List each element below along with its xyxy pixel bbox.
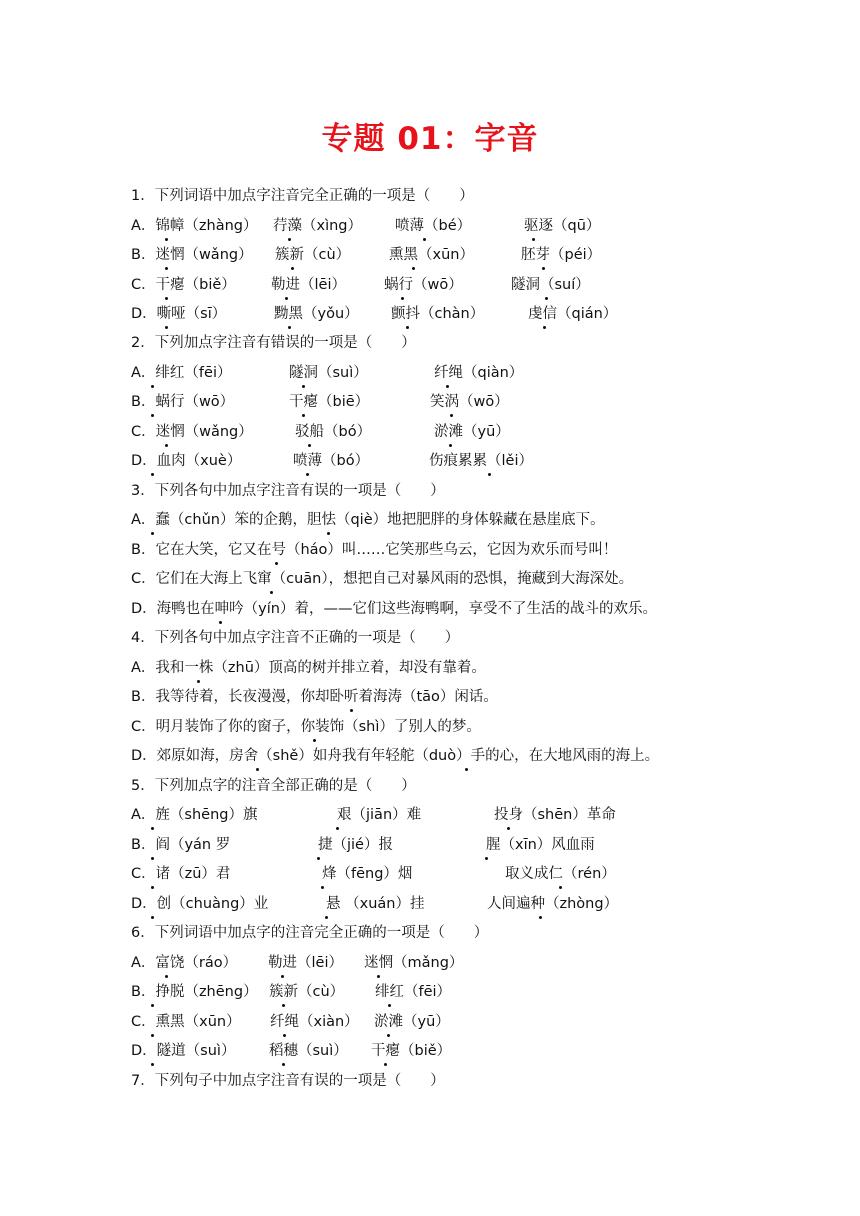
emphasis-dot — [165, 975, 168, 978]
option-item: A．绯红（fēi） — [131, 365, 232, 381]
option-item: 干瘪（biē） — [289, 394, 370, 410]
emphasis-dot — [151, 1034, 154, 1037]
emphasis-dot — [401, 297, 404, 300]
emphasis-dot — [449, 444, 452, 447]
emphasis-dot — [532, 238, 535, 241]
emphasis-dot — [306, 473, 309, 476]
option-item: B．阎（yán 罗 — [131, 837, 231, 853]
emphasis-dot — [291, 267, 294, 270]
option-item: 笑涡（wō） — [430, 394, 509, 410]
text-line: D．海鸭也在呻吟（yín）着，——它们这些海鸭啊，享受不了生活的战斗的欢乐。 — [131, 601, 657, 617]
option-item: 勒进（lēi） — [271, 277, 346, 293]
emphasis-dot — [165, 444, 168, 447]
emphasis-dot — [423, 238, 426, 241]
emphasis-dot — [313, 739, 316, 742]
text-line: B．它在大笑，它又在号（háo）叫……它笑那些乌云，它因为欢乐而号叫！ — [131, 542, 618, 558]
emphasis-dot — [412, 267, 415, 270]
text-line: 3．下列各句中加点字注音有误的一项是（ ） — [131, 483, 445, 499]
emphasis-dot — [387, 1034, 390, 1037]
option-item: 烽（fēng）烟 — [322, 866, 413, 882]
emphasis-dot — [465, 768, 468, 771]
emphasis-dot — [151, 916, 154, 919]
option-item: D．血肉（xuè） — [131, 453, 242, 469]
text-line: C．明月装饰了你的窗子，你装饰（shì）了别人的梦。 — [131, 719, 481, 735]
option-item: B．迷惘（wǎng） — [131, 247, 253, 263]
emphasis-dot — [151, 473, 154, 476]
option-item: 纤绳（xiàn） — [270, 1014, 359, 1030]
emphasis-dot — [281, 975, 284, 978]
emphasis-dot — [450, 414, 453, 417]
text-line: 6．下列词语中加点字的注音完全正确的一项是（ ） — [131, 925, 489, 941]
text-line: B．我等待着，长夜漫漫，你却卧听着海涛（tāo）闲话。 — [131, 689, 498, 705]
option-item: A．锦幛（zhàng） — [131, 218, 258, 234]
emphasis-dot — [327, 532, 330, 535]
option-item: 干瘪（biě） — [371, 1043, 452, 1059]
option-item: 淤滩（yū） — [434, 424, 510, 440]
emphasis-dot — [288, 238, 291, 241]
option-item: D．嘶哑（sī） — [131, 306, 227, 322]
option-item: B．蜗行（wō） — [131, 394, 235, 410]
emphasis-dot — [282, 1004, 285, 1007]
option-item: 腥（xīn）风血雨 — [486, 837, 595, 853]
text-line: D．郊原如海，房舍（shě）如舟我有年轻舵（duò）手的心，在大地风雨的海上。 — [131, 748, 660, 764]
option-item: D．隧道（suì） — [131, 1043, 236, 1059]
option-item: C．干瘪（biě） — [131, 277, 236, 293]
option-item: 稻穗（suì） — [269, 1043, 348, 1059]
option-item: 淤滩（yū） — [374, 1014, 450, 1030]
option-item: 蜗行（wō） — [384, 277, 463, 293]
emphasis-dot — [282, 1063, 285, 1066]
text-line: 5．下列加点字的注音全部正确的是（ ） — [131, 778, 416, 794]
option-item: 迷惘（mǎng） — [364, 955, 464, 971]
emphasis-dot — [151, 385, 154, 388]
option-item: 颤抖（chàn） — [391, 306, 485, 322]
emphasis-dot — [302, 385, 305, 388]
emphasis-dot — [151, 414, 154, 417]
option-item: 勒进（lēi） — [268, 955, 343, 971]
option-item: 喷薄（bó） — [293, 453, 370, 469]
emphasis-dot — [384, 1063, 387, 1066]
option-item: 驳船（bó） — [295, 424, 372, 440]
text-line: A．蠢（chǔn）笨的企鹅，胆怯（qiè）地把肥胖的身体躲藏在悬崖底下。 — [131, 512, 605, 528]
emphasis-dot — [270, 591, 273, 594]
option-item: 黝黑（yǒu） — [274, 306, 359, 322]
option-item: C．熏黑（xūn） — [131, 1014, 241, 1030]
emphasis-dot — [288, 326, 291, 329]
emphasis-dot — [283, 1034, 286, 1037]
emphasis-dot — [488, 473, 491, 476]
emphasis-dot — [165, 267, 168, 270]
emphasis-dot — [256, 768, 259, 771]
option-item: 荇藻（xìng） — [273, 218, 363, 234]
option-item: 驱逐（qū） — [524, 218, 601, 234]
emphasis-dot — [507, 827, 510, 830]
emphasis-dot — [543, 326, 546, 329]
option-item: 捷（jié）报 — [318, 837, 393, 853]
text-line: 1．下列词语中加点字注音完全正确的一项是（ ） — [131, 188, 474, 204]
option-item: 胚芽（péi） — [521, 247, 602, 263]
emphasis-dot — [446, 385, 449, 388]
text-line: A．我和一株（zhū）顶高的树并排立着，却没有靠着。 — [131, 660, 486, 676]
emphasis-dot — [485, 857, 488, 860]
emphasis-dot — [165, 326, 168, 329]
option-item: 悬 （xuán）挂 — [326, 896, 425, 912]
emphasis-dot — [197, 680, 200, 683]
option-item: 簇新（cù） — [269, 984, 345, 1000]
emphasis-dot — [151, 1004, 154, 1007]
emphasis-dot — [350, 709, 353, 712]
emphasis-dot — [302, 414, 305, 417]
emphasis-dot — [151, 827, 154, 830]
option-item: B．挣脱（zhēng） — [131, 984, 258, 1000]
option-item: 人间遍种（zhòng） — [487, 896, 619, 912]
emphasis-dot — [406, 326, 409, 329]
emphasis-dot — [545, 297, 548, 300]
page-title: 专题 01：字音 — [321, 121, 539, 157]
text-line: 7．下列句子中加点字注音有误的一项是（ ） — [131, 1073, 445, 1089]
emphasis-dot — [539, 916, 542, 919]
text-line: C．它们在大海上飞窜（cuān），想把自己对暴风雨的恐惧，掩藏到大海深处。 — [131, 571, 634, 587]
option-item: 隧洞（suí） — [511, 277, 590, 293]
emphasis-dot — [336, 827, 339, 830]
option-item: 艰（jiān）难 — [337, 807, 422, 823]
emphasis-dot — [151, 886, 154, 889]
emphasis-dot — [559, 886, 562, 889]
emphasis-dot — [308, 444, 311, 447]
emphasis-dot — [377, 975, 380, 978]
option-item: C．迷惘（wǎng） — [131, 424, 253, 440]
option-item: D．创（chuàng）业 — [131, 896, 269, 912]
emphasis-dot — [151, 532, 154, 535]
emphasis-dot — [151, 857, 154, 860]
emphasis-dot — [542, 267, 545, 270]
emphasis-dot — [325, 916, 328, 919]
option-item: 虔信（qián） — [528, 306, 618, 322]
option-item: 取义成仁（rén） — [505, 866, 616, 882]
option-item: 隧洞（suì） — [289, 365, 368, 381]
emphasis-dot — [388, 1004, 391, 1007]
option-item: 伤痕累累（lěi） — [429, 453, 533, 469]
option-item: C．诸（zū）君 — [131, 866, 231, 882]
option-item: 簇新（cù） — [275, 247, 351, 263]
option-item: 纤绳（qiàn） — [434, 365, 524, 381]
emphasis-dot — [275, 562, 278, 565]
emphasis-dot — [165, 238, 168, 241]
emphasis-dot — [151, 1063, 154, 1066]
emphasis-dot — [219, 621, 222, 624]
emphasis-dot — [165, 297, 168, 300]
option-item: A．富饶（ráo） — [131, 955, 238, 971]
emphasis-dot — [285, 297, 288, 300]
option-item: 熏黑（xūn） — [389, 247, 474, 263]
option-item: 绯红（fēi） — [375, 984, 452, 1000]
option-item: 投身（shēn）革命 — [494, 807, 616, 823]
emphasis-dot — [321, 886, 324, 889]
emphasis-dot — [317, 857, 320, 860]
option-item: A．旌（shēng）旗 — [131, 807, 258, 823]
text-line: 4．下列各句中加点字注音不正确的一项是（ ） — [131, 630, 460, 646]
text-line: 2．下列加点字注音有错误的一项是（ ） — [131, 335, 416, 351]
option-item: 喷薄（bé） — [395, 218, 472, 234]
